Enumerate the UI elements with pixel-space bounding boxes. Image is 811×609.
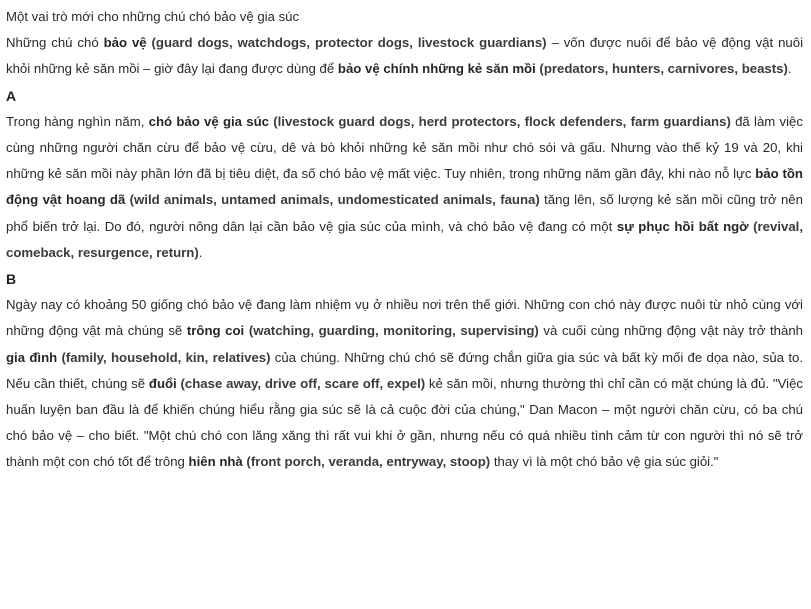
section-a-text-1: Trong hàng nghìn năm, <box>6 113 149 129</box>
section-b-keyword-4: hiên nhà <box>188 454 243 470</box>
section-b-keyword-2: gia đình <box>6 349 58 365</box>
section-a-keyword-1: chó bảo vệ gia súc <box>148 113 269 129</box>
section-a-text-2: đã làm việc cùng những người chăn cừu để bảo vệ cừu, dê và bò khỏi những kẻ săn mồi như chó sói và gấu. Nhưng vào thế kỷ 19 và 20, khi những kẻ săn mồi này phần lớn đã bị tiêu diệt, đa số chó bảo vệ mất việc. Tuy nhiên, trong những năm gần đây, khi nào nỗ lực <box>6 113 803 182</box>
intro-synonyms-2: (predators, hunters, carnivores, beasts) <box>535 61 788 77</box>
intro-keyword-1: bảo vệ <box>103 35 147 51</box>
section-a-keyword-2: bảo tồn động vật hoang dã <box>6 166 803 208</box>
intro-synonyms-1: (guard dogs, watchdogs, protector dogs, livestock guardians) <box>146 35 547 51</box>
intro-text-3: . <box>787 61 792 77</box>
section-b-synonyms-1: (watching, guarding, monitoring, supervising) <box>244 323 539 339</box>
intro-paragraph <box>6 30 803 82</box>
section-b-synonyms-3: (chase away, drive off, scare off, expel) <box>176 375 426 391</box>
section-a-synonyms-1: (livestock guard dogs, herd protectors, flock defenders, farm guardians) <box>269 113 731 129</box>
section-a-paragraph <box>6 109 803 266</box>
section-a-keyword-3: sự phục hồi bất ngờ <box>616 218 749 234</box>
section-a-synonyms-3: (revival, comeback, resurgence, return) <box>6 218 803 260</box>
intro-keyword-2: bảo vệ chính những kẻ săn mồi <box>337 61 536 77</box>
section-a-synonyms-2: (wild animals, untamed animals, undomesticated animals, fauna) <box>125 192 540 208</box>
section-b-keyword-1: trông coi <box>186 323 245 339</box>
section-b-text-5: thay vì là một chó bảo vệ gia súc giỏi." <box>490 454 719 470</box>
section-b-keyword-3: đuổi <box>148 375 177 391</box>
section-a-text-4: . <box>198 244 203 260</box>
section-b-synonyms-4: (front porch, veranda, entryway, stoop) <box>242 454 491 470</box>
section-b-text-4: kẻ săn mồi, nhưng thường thì chỉ cần có mặt chúng là đủ. "Việc huấn luyện ban đầu là để khiến chúng hiểu rằng gia súc sẽ là cả cuộc đời của chúng," Dan Macon – một người chăn cừu, có ba chú chó bảo vệ – cho biết. "Một chú chó con lăng xăng thì rất vui khi ở gần, nhưng nếu có quá nhiều tình cảm từ con người thì nó sẽ trở thành một con chó tốt để trông <box>6 375 803 470</box>
section-a-text-3: tăng lên, số lượng kẻ săn mồi cũng trở nên phổ biến trở lại. Do đó, người nông dân lại cần bảo vệ gia súc của mình, và chó bảo vệ đang có một <box>6 192 803 234</box>
section-b-text-1: Ngày nay có khoảng 50 giống chó bảo vệ đang làm nhiệm vụ ở nhiều nơi trên thế giới. Những con chó này được nuôi từ nhỏ cùng với những động vật mà chúng sẽ <box>6 297 803 339</box>
section-b-text-3: của chúng. Những chú chó sẽ đứng chắn giữa gia súc và bất kỳ mối đe dọa nào, sủa to. Nếu cần thiết, chúng sẽ <box>6 349 803 391</box>
section-a-heading: A <box>6 87 17 104</box>
section-b-synonyms-2: (family, household, kin, relatives) <box>57 349 271 365</box>
intro-text-1: Những chú chó <box>6 35 104 51</box>
section-b-heading: B <box>6 271 17 288</box>
intro-text-2: – vốn được nuôi để bảo vệ động vật nuôi khỏi những kẻ săn mồi – giờ đây lại đang được dùng để <box>6 35 803 77</box>
article-title: Một vai trò mới cho những chú chó bảo vệ gia súc <box>6 9 300 24</box>
section-b-paragraph <box>6 292 803 475</box>
section-b-text-2: và cuối cùng những động vật này trở thành <box>538 323 803 339</box>
